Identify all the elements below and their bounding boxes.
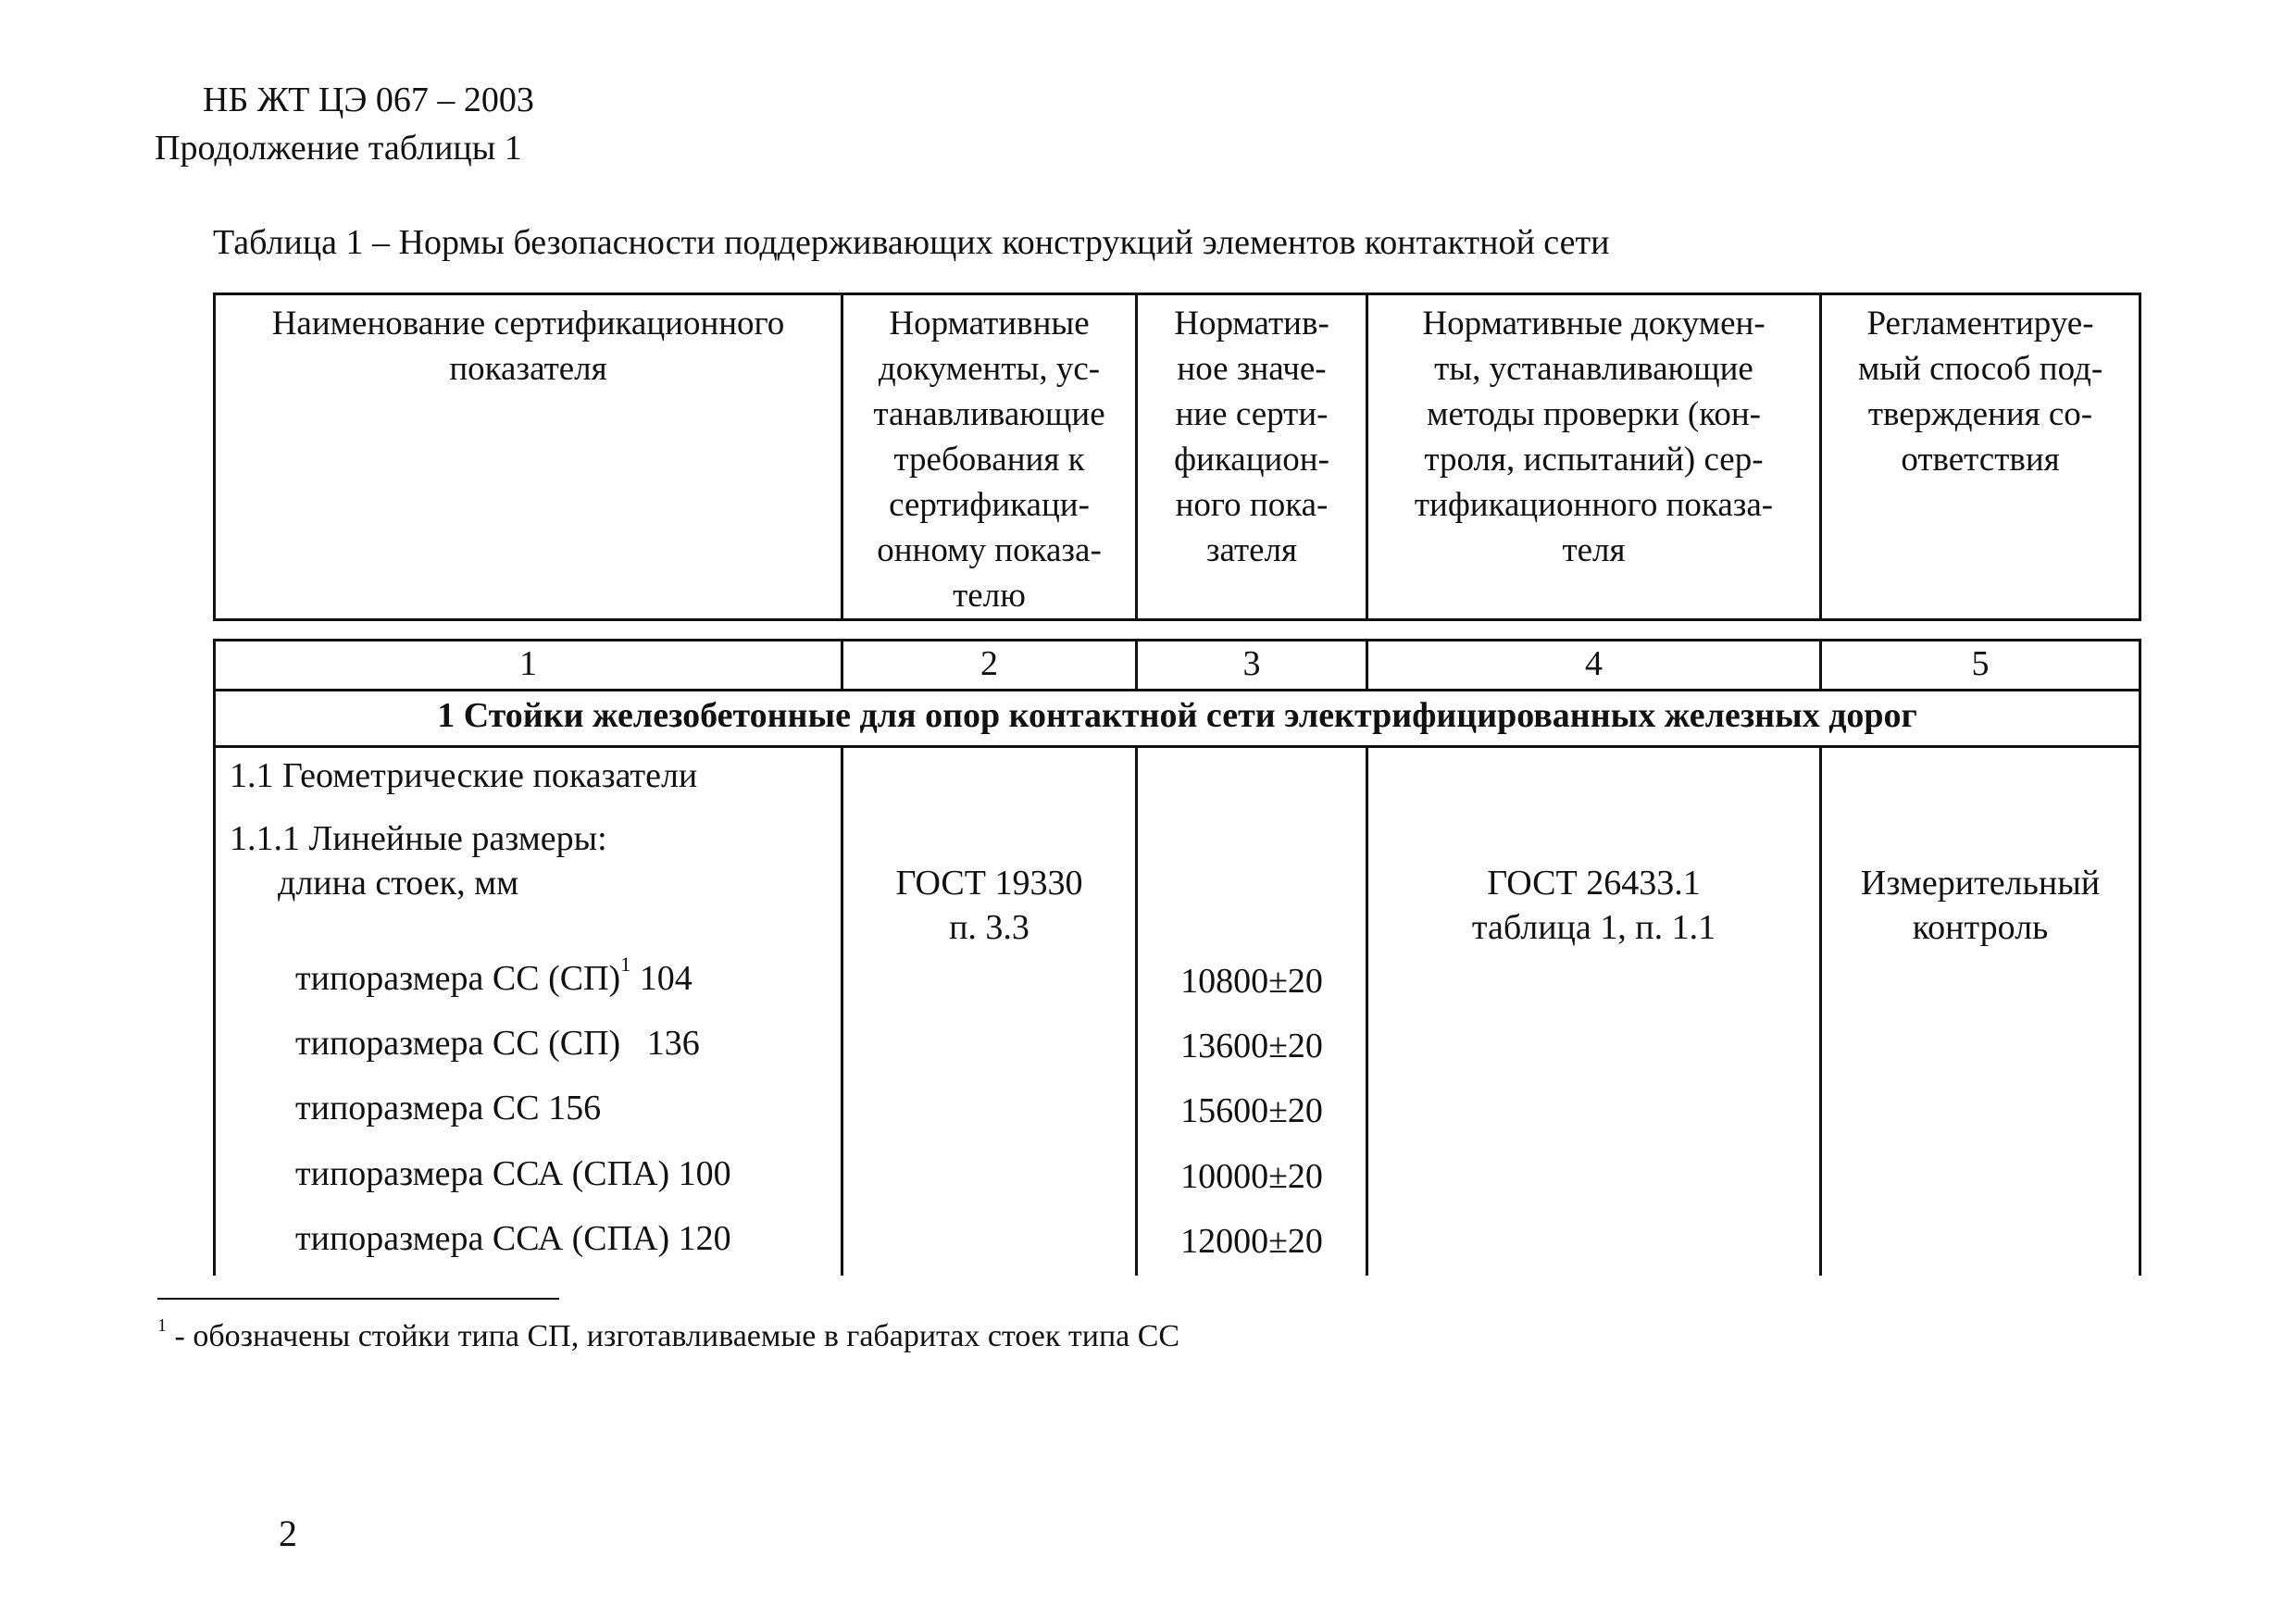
table-title: Таблица 1 – Нормы безопасности поддерживающих конструкций элементов контактной сети bbox=[213, 223, 1610, 262]
column-number: 3 bbox=[1137, 641, 1367, 691]
normative-doc-cell bbox=[842, 747, 1137, 1277]
column-header-5: Регламентируе- мый способ под- тверждения со- ответствия bbox=[1821, 294, 2140, 620]
size-value: 13600±20 bbox=[1180, 1027, 1323, 1065]
section-row bbox=[215, 691, 2140, 747]
normative-doc-clause: п. 3.3 bbox=[949, 908, 1029, 947]
item-title: длина стоек, мм bbox=[278, 864, 519, 903]
size-label: типоразмера ССА (СПА) 120 bbox=[295, 1219, 731, 1258]
table-body bbox=[213, 639, 2141, 1276]
footnote-divider bbox=[157, 1298, 559, 1300]
test-method-doc-cell bbox=[1367, 747, 1821, 1277]
table-continuation-label: Продолжение таблицы 1 bbox=[155, 129, 522, 168]
size-value: 10800±20 bbox=[1180, 962, 1323, 1001]
size-value: 15600±20 bbox=[1180, 1091, 1323, 1130]
test-method-doc: ГОСТ 26433.1 bbox=[1487, 864, 1701, 903]
document-code: НБ ЖТ ЦЭ 067 – 2003 bbox=[203, 81, 534, 119]
indicator-cell bbox=[215, 747, 842, 1277]
column-header-1: Наименование сертификационного показателя bbox=[215, 294, 842, 620]
normative-value-cell bbox=[1137, 747, 1367, 1277]
section-title: 1 Стойки железобетонные для опор контактной сети электрифицированных железных дорог bbox=[215, 691, 2140, 747]
table-header bbox=[213, 293, 2141, 621]
column-number-row bbox=[215, 641, 2140, 691]
column-number: 2 bbox=[842, 641, 1137, 691]
column-header-3: Норматив- ное значе- ние серти- фикацион- ного пока- зателя bbox=[1137, 294, 1367, 620]
column-header-2: Нормативные документы, ус- танавливающие требования к сертификаци- онному показа- телю bbox=[842, 294, 1137, 620]
test-method-doc-clause: таблица 1, п. 1.1 bbox=[1471, 908, 1716, 947]
page-number: 2 bbox=[279, 1513, 297, 1554]
size-label: типоразмера ССА (СПА) 100 bbox=[295, 1154, 731, 1193]
normative-doc: ГОСТ 19330 bbox=[895, 864, 1083, 903]
column-header-4: Нормативные докумен- ты, устанавливающие методы проверки (кон- троля, испытаний) сер- тификационного показа- теля bbox=[1367, 294, 1821, 620]
conformity-method-cont: контроль bbox=[1912, 908, 2049, 947]
size-label: типоразмера СС (СП)$^1$ 104 bbox=[295, 953, 693, 998]
size-label: типоразмера СС 156 bbox=[295, 1089, 602, 1127]
subgroup-title: 1.1.1 Линейные размеры: bbox=[230, 819, 607, 858]
size-value: 12000±20 bbox=[1180, 1222, 1323, 1261]
column-number: 1 bbox=[215, 641, 842, 691]
column-number: 5 bbox=[1821, 641, 2140, 691]
group-title: 1.1 Геометрические показатели bbox=[230, 756, 698, 795]
table-row bbox=[215, 747, 2140, 1277]
size-value: 10000±20 bbox=[1180, 1157, 1323, 1196]
footnote: $^1$ - обозначены стойки типа СП, изготавливаемые в габаритах стоек типа СС bbox=[157, 1315, 1180, 1353]
column-number: 4 bbox=[1367, 641, 1821, 691]
size-label: типоразмера СС (СП) 136 bbox=[295, 1024, 700, 1063]
conformity-method-cell bbox=[1821, 747, 2140, 1277]
conformity-method: Измерительный bbox=[1860, 864, 2101, 903]
